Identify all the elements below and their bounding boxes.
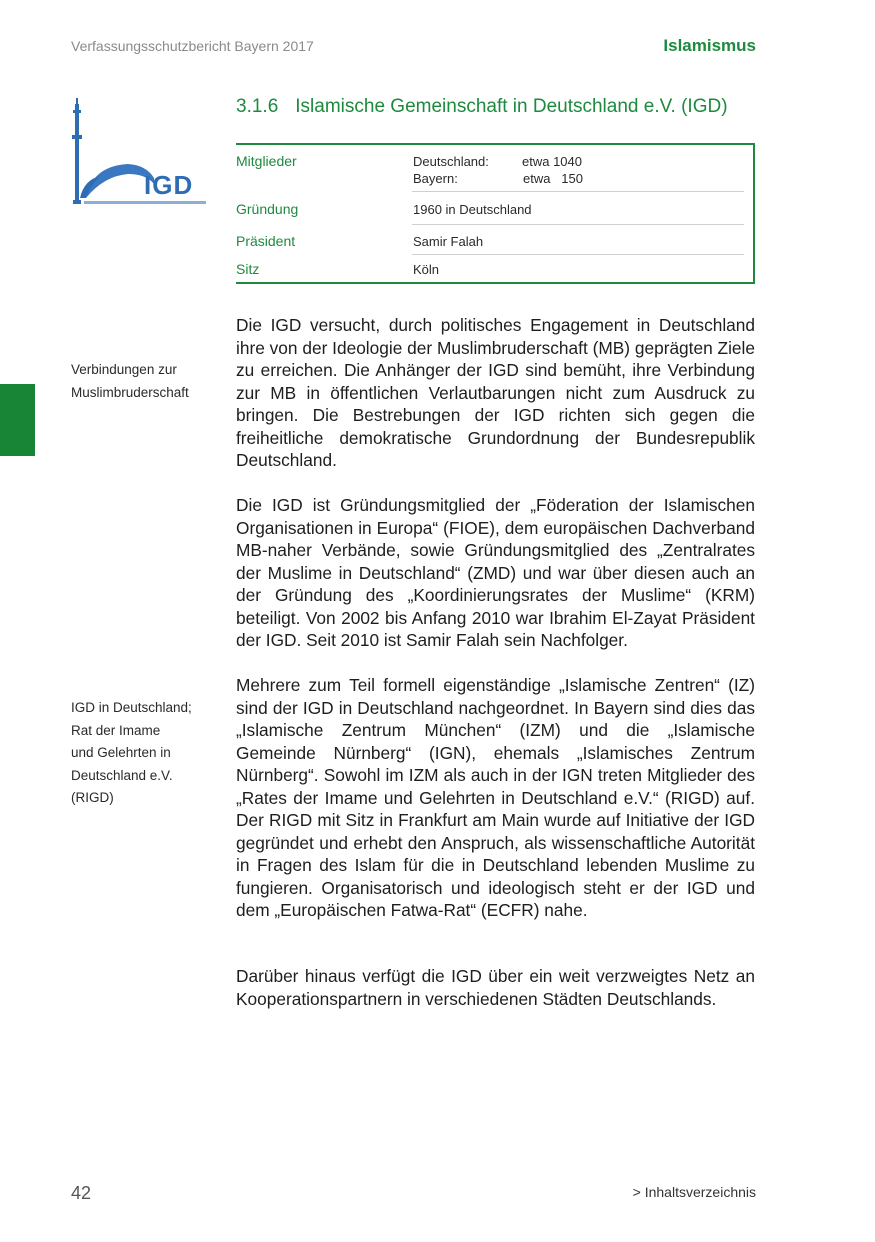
page-number: 42 xyxy=(71,1183,92,1203)
margin-note-line: Muslimbruderschaft xyxy=(71,384,189,400)
section-heading xyxy=(236,96,728,118)
members-bavaria-value: etwa 150 xyxy=(523,171,583,186)
president-value: Samir Falah xyxy=(413,234,484,249)
margin-note-line: und Gelehrten in xyxy=(71,745,171,760)
svg-text:IGD: IGD xyxy=(144,170,194,200)
members-germany-label: Deutschland: xyxy=(413,154,489,169)
section-number: 3.1.6 xyxy=(236,96,279,117)
divider xyxy=(412,224,744,225)
header-publication: Verfassungsschutzbericht Bayern 2017 xyxy=(71,38,314,54)
seat-label: Sitz xyxy=(236,261,260,277)
divider xyxy=(412,254,744,255)
section-title: Islamische Gemeinschaft in Deutschland e.V. (IGD) xyxy=(295,96,728,117)
margin-note-line: IGD in Deutschland; xyxy=(71,700,192,715)
members-bavaria-label: Bayern: xyxy=(413,171,458,186)
chapter-tab-marker xyxy=(0,384,35,456)
body-paragraph: Mehrere zum Teil formell eigenständige „Islamische Zentren“ (IZ) sind der IGD in Deutschland nachgeordnet. In Bayern sind dies das „Islamische Zentrum München“ (IZM) und die „Islamische Gemeinde Nürnberg“ (IGN), ehemals „Islamisches Zentrum Nürnberg“. Sowohl im IZM als auch in der IGN treten Mitglieder des „Rates der Imame und Gelehrten in Deutschland e.V.“ (RIGD) auf. Der RIGD mit Sitz in Frankfurt am Main wurde auf Initiative der IGD gegründet und erhebt den Anspruch, als wissenschaftliche Autorität in Fragen des Islam für die in Deutschland lebenden Muslime zu fungieren. Organisatorisch und ideologisch steht er der IGD und dem „Europäischen Fatwa-Rat“ (ECFR) nahe. xyxy=(236,675,755,920)
margin-note-line: Verbindungen zur xyxy=(71,362,177,377)
body-paragraph: Die IGD versucht, durch politisches Engagement in Deutschland ihre von der Ideologie der Muslimbruderschaft (MB) geprägten Ziele zu erreichen. Die Anhänger der IGD sind bemüht, ihre Verbindung zur MB in öffentlichen Verlautbarungen nicht zum Ausdruck zu bringen. Die Bestrebungen der IGD richten sich gegen die freiheitliche demokratische Grundordnung der Bundesrepublik Deutschland. xyxy=(236,315,755,470)
body-paragraph: Darüber hinaus verfügt die IGD über ein weit verzweigtes Netz an Kooperationspartnern in verschiedenen Städten Deutschlands. xyxy=(236,966,755,1009)
body-paragraph: Die IGD ist Gründungsmitglied der „Föderation der Islamischen Organisationen in Europa“ (FIOE), dem europäischen Dachverband MB-naher Verbände, sowie Gründungsmitglied des „Zentralrates der Muslime in Deutschland“ (ZMD) und war über diesen auch an der Gründung des „Koordinierungsrates der Muslime“ (KRM) beteiligt. Von 2002 bis Anfang 2010 war Ibrahim El-Zayat Präsident der IGD. Seit 2010 ist Samir Falah sein Nachfolger. xyxy=(236,495,755,650)
members-label: Mitglieder xyxy=(236,153,297,169)
margin-note-line: Rat der Imame xyxy=(71,722,161,738)
margin-note-line: Deutschland e.V. xyxy=(71,767,173,783)
table-of-contents-link[interactable]: > Inhaltsverzeichnis xyxy=(632,1184,756,1200)
header-section: Islamismus xyxy=(663,36,756,55)
president-label: Präsident xyxy=(236,233,296,249)
members-germany-value: etwa 1040 xyxy=(522,154,582,169)
margin-note-muslim-brotherhood xyxy=(71,359,189,404)
organization-fact-box xyxy=(236,143,755,284)
margin-note-line: (RIGD) xyxy=(71,790,114,805)
divider xyxy=(412,191,744,192)
founding-value: 1960 in Deutschland xyxy=(413,202,532,217)
igd-logo xyxy=(70,98,208,210)
founding-label: Gründung xyxy=(236,201,299,217)
seat-value: Köln xyxy=(413,262,440,277)
margin-note-rigd xyxy=(71,697,192,810)
